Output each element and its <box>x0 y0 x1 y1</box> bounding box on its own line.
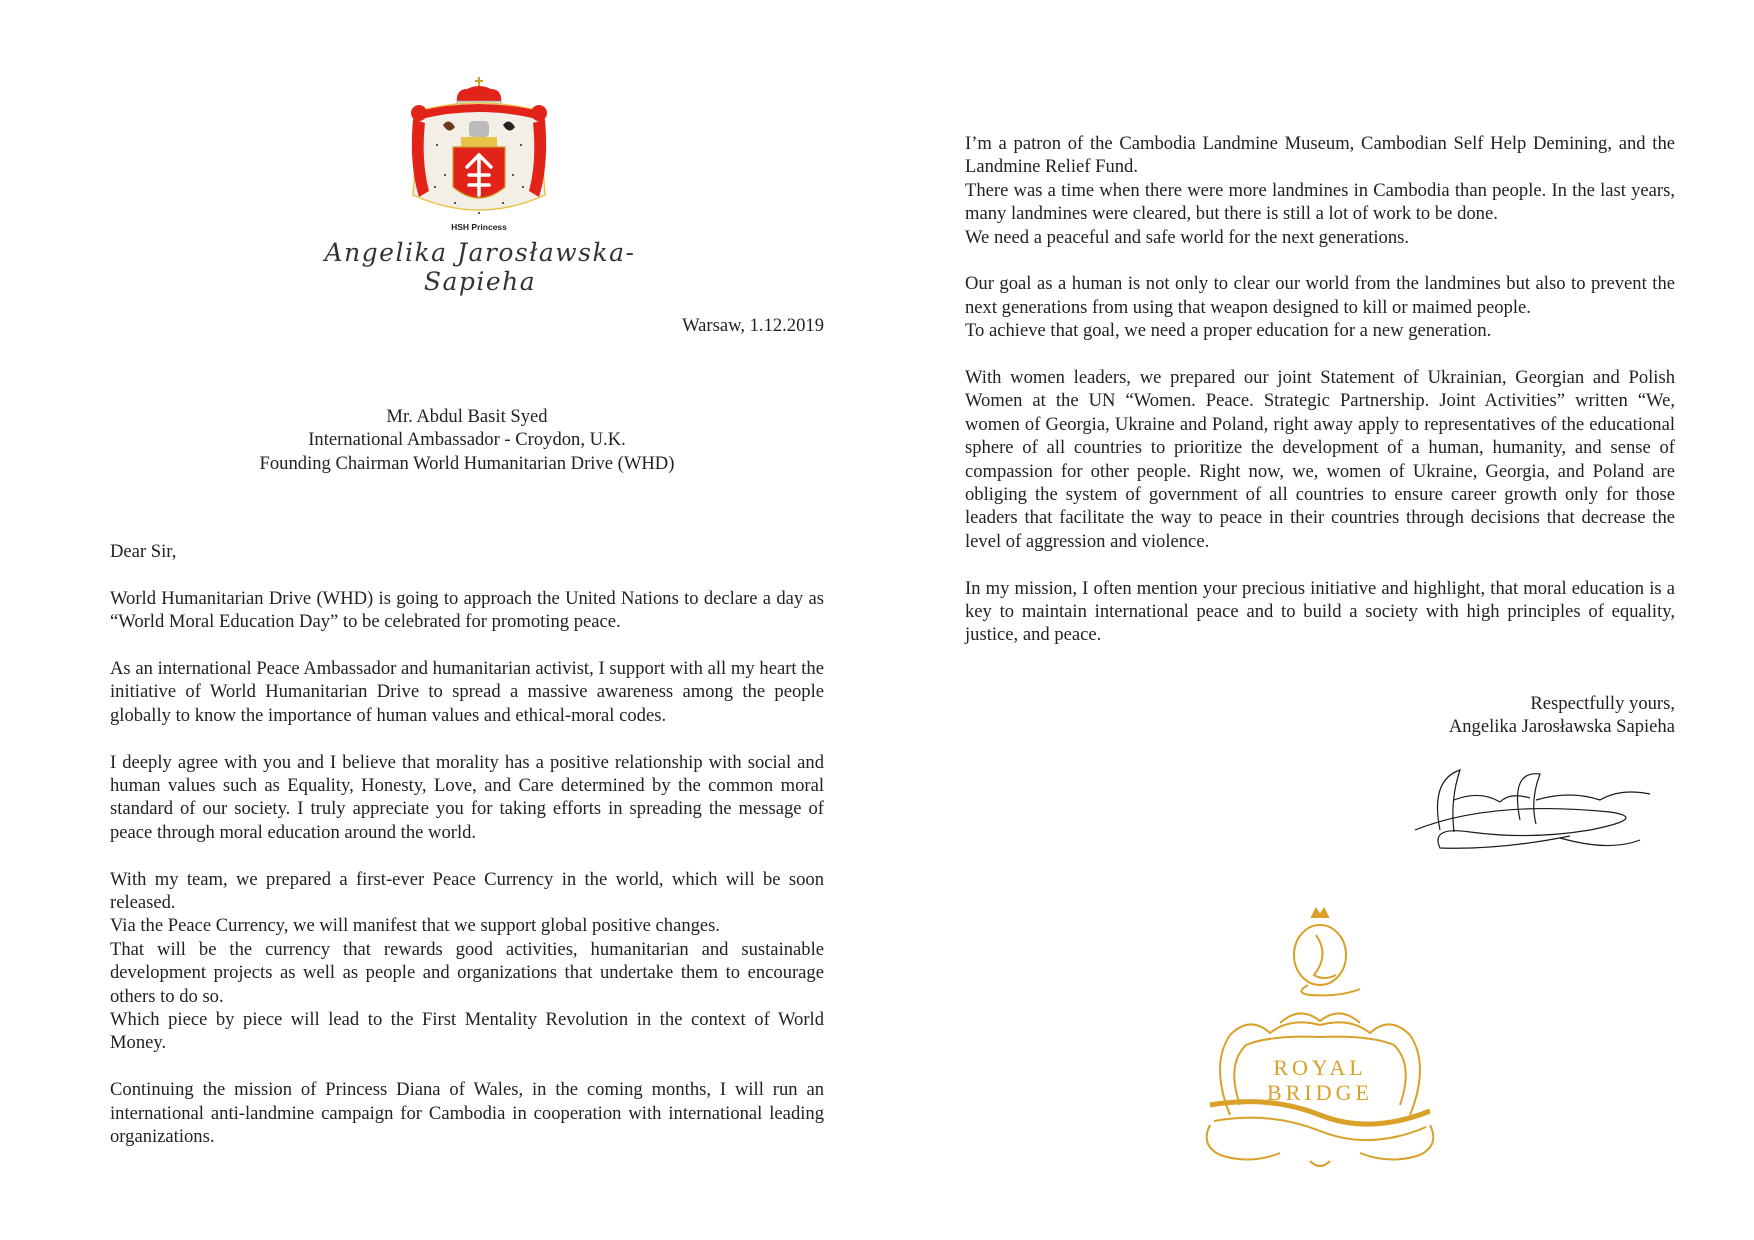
currency-paragraph <box>110 868 824 1055</box>
paragraph-line: Our goal as a human is not only to clear our world from the landmines but also to prevent the next generations from using that weapon designed to kill or maimed people. <box>965 273 1675 318</box>
paragraph-line: We need a peaceful and safe world for the next generations. <box>965 226 1410 248</box>
logo-line-2: BRIDGE <box>1267 1080 1373 1105</box>
paragraph-line: With women leaders, we prepared our joint Statement of Ukrainian, Georgian and Polish Women at the UN “Women. Peace. Strategic Partnership. Joint Activities” written “We, women of Georgia, Ukraine and Poland, right away apply to representatives of the educational sphere of all countries to prioritize the development of a human, humanity, and sense of compassion for other people. Right now, we, women of Ukraine, Georgia, and Poland are obliging the system of government of all countries to ensure career growth only for those leaders that facilitate the way to peace in their countries through decisions that decrease the level of aggression and violence. <box>965 367 1675 552</box>
letter-body-right <box>965 132 1675 670</box>
closing-name: Angelika Jarosławska Sapieha <box>1448 716 1675 738</box>
logo-line-1: ROYAL <box>1273 1055 1367 1080</box>
closing-block <box>1300 692 1675 739</box>
paragraph-line: That will be the currency that rewards good activities, humanitarian and sustainable development projects as well as people and organizations that undertake them to encourage others to do so. <box>110 938 824 1007</box>
paragraph <box>965 132 1675 249</box>
paragraph <box>965 577 1675 647</box>
paragraph: World Humanitarian Drive (WHD) is going to approach the United Nations to declare a day as “World Moral Education Day” to be celebrated for promoting peace. <box>110 587 824 633</box>
paragraph: I deeply agree with you and I believe that morality has a positive relationship with social and human values such as Equality, Honesty, Love, and Care determined by the common moral standard of our society. I truly appreciate you for taking efforts in spreading the message of peace through moral education around the world. <box>110 751 824 843</box>
letterhead-title: HSH Princess <box>451 222 507 232</box>
recipient-org: Founding Chairman World Humanitarian Drive (WHD) <box>259 452 675 474</box>
recipient-name: Mr. Abdul Basit Syed <box>386 406 548 427</box>
recipient-role: International Ambassador - Croydon, U.K. <box>308 429 626 451</box>
closing-phrase: Respectfully yours, <box>1530 693 1675 714</box>
paragraph-line: There was a time when there were more landmines in Cambodia than people. In the last years, many landmines were cleared, but there is still a lot of work to be done. <box>965 179 1675 225</box>
paragraph-line: In my mission, I often mention your precious initiative and highlight, that moral education is a key to maintain international peace and to build a society with high principles of equality, justice, and peace. <box>965 577 1675 646</box>
paragraph <box>965 272 1675 342</box>
letterhead-script-name: Angelika Jarosławska-Sapieha <box>324 238 636 296</box>
salutation: Dear Sir, <box>110 541 177 562</box>
letter-body-left <box>110 540 824 1172</box>
handwritten-signature-icon <box>1410 760 1670 855</box>
paragraph-line: With my team, we prepared a first-ever Peace Currency in the world, which will be soon released. <box>110 868 824 914</box>
paragraph-line: To achieve that goal, we need a proper education for a new generation. <box>965 320 1492 342</box>
paragraph <box>965 366 1675 553</box>
paragraph: Continuing the mission of Princess Diana of Wales, in the coming months, I will run an international anti-landmine campaign for Cambodia in cooperation with international leading organizations. <box>110 1079 824 1148</box>
paragraph: As an international Peace Ambassador and humanitarian activist, I support with all my heart the initiative of World Humanitarian Drive to spread a massive awareness among the people globally to know the importance of human values and ethical-moral codes. <box>110 658 824 726</box>
royal-bridge-crest-icon <box>1190 905 1450 1185</box>
paragraph-line: I’m a patron of the Cambodia Landmine Museum, Cambodian Self Help Demining, and the Landmine Relief Fund. <box>965 133 1675 178</box>
paragraph-line: Which piece by piece will lead to the First Mentality Revolution in the context of World Money. <box>110 1009 824 1054</box>
date-line: Warsaw, 1.12.2019 <box>682 315 824 336</box>
coat-of-arms-icon <box>405 75 553 235</box>
recipient-address <box>110 405 824 475</box>
paragraph-line: Via the Peace Currency, we will manifest that we support global positive changes. <box>110 915 721 937</box>
